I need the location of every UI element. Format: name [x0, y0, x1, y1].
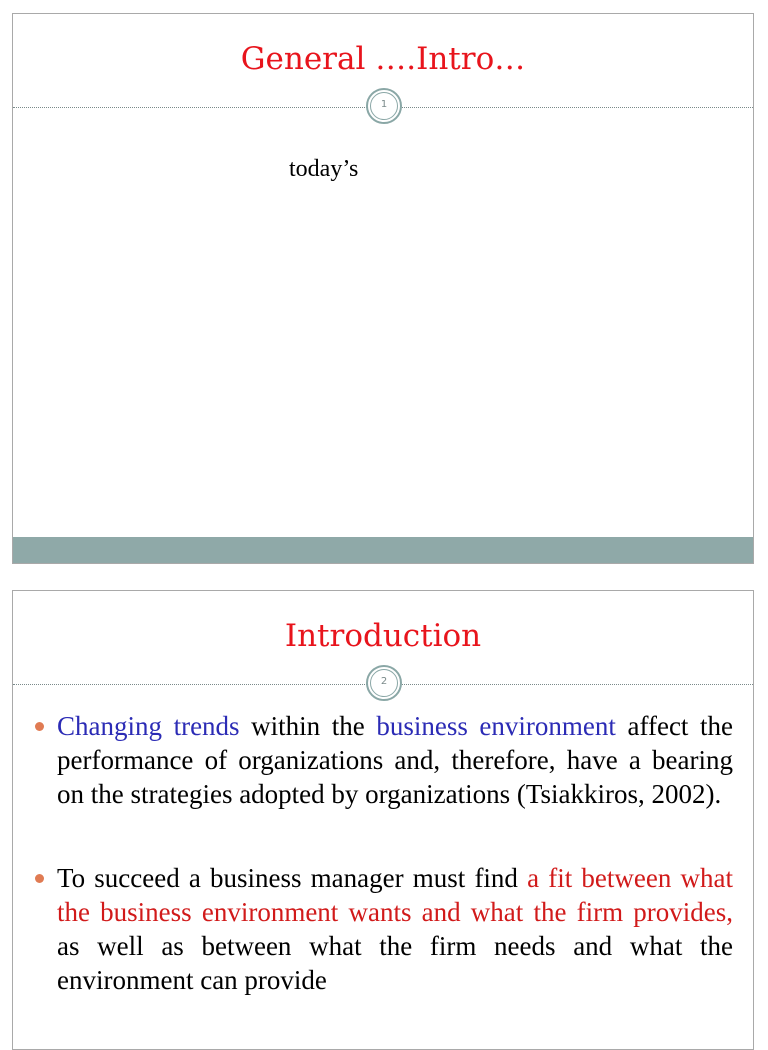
slide-number: 2	[380, 676, 388, 687]
bullet-list	[35, 709, 733, 1047]
bullet-item-2	[35, 861, 733, 997]
bullet-text: as well as between what the firm needs and what the environment can provide	[57, 931, 733, 995]
slide-title: General ….Intro…	[240, 41, 526, 77]
slide-1	[12, 13, 754, 564]
highlight-fit: a fit between what the business environment wants and what the firm provides,	[57, 863, 733, 927]
highlight-changing-trends: Changing trends	[57, 711, 240, 741]
bullet-text: affect the performance of organizations and, therefore, have a bearing on the strategies adopted by organizations (Tsiakkiros, 2002).	[57, 711, 733, 809]
slide-footer-band	[13, 537, 753, 563]
slide-number-badge	[366, 665, 402, 701]
slide-title: Introduction	[284, 618, 482, 654]
slide-number-badge	[366, 88, 402, 124]
bullet-text: within the	[239, 711, 377, 741]
slide-body-text: today’s	[289, 156, 359, 182]
bullet-item-1	[35, 709, 733, 811]
bullet-text: To succeed a business manager must find	[57, 863, 528, 893]
highlight-business-environment: business environment	[376, 711, 616, 741]
slide-2	[12, 590, 754, 1050]
slide-number: 1	[380, 99, 388, 110]
